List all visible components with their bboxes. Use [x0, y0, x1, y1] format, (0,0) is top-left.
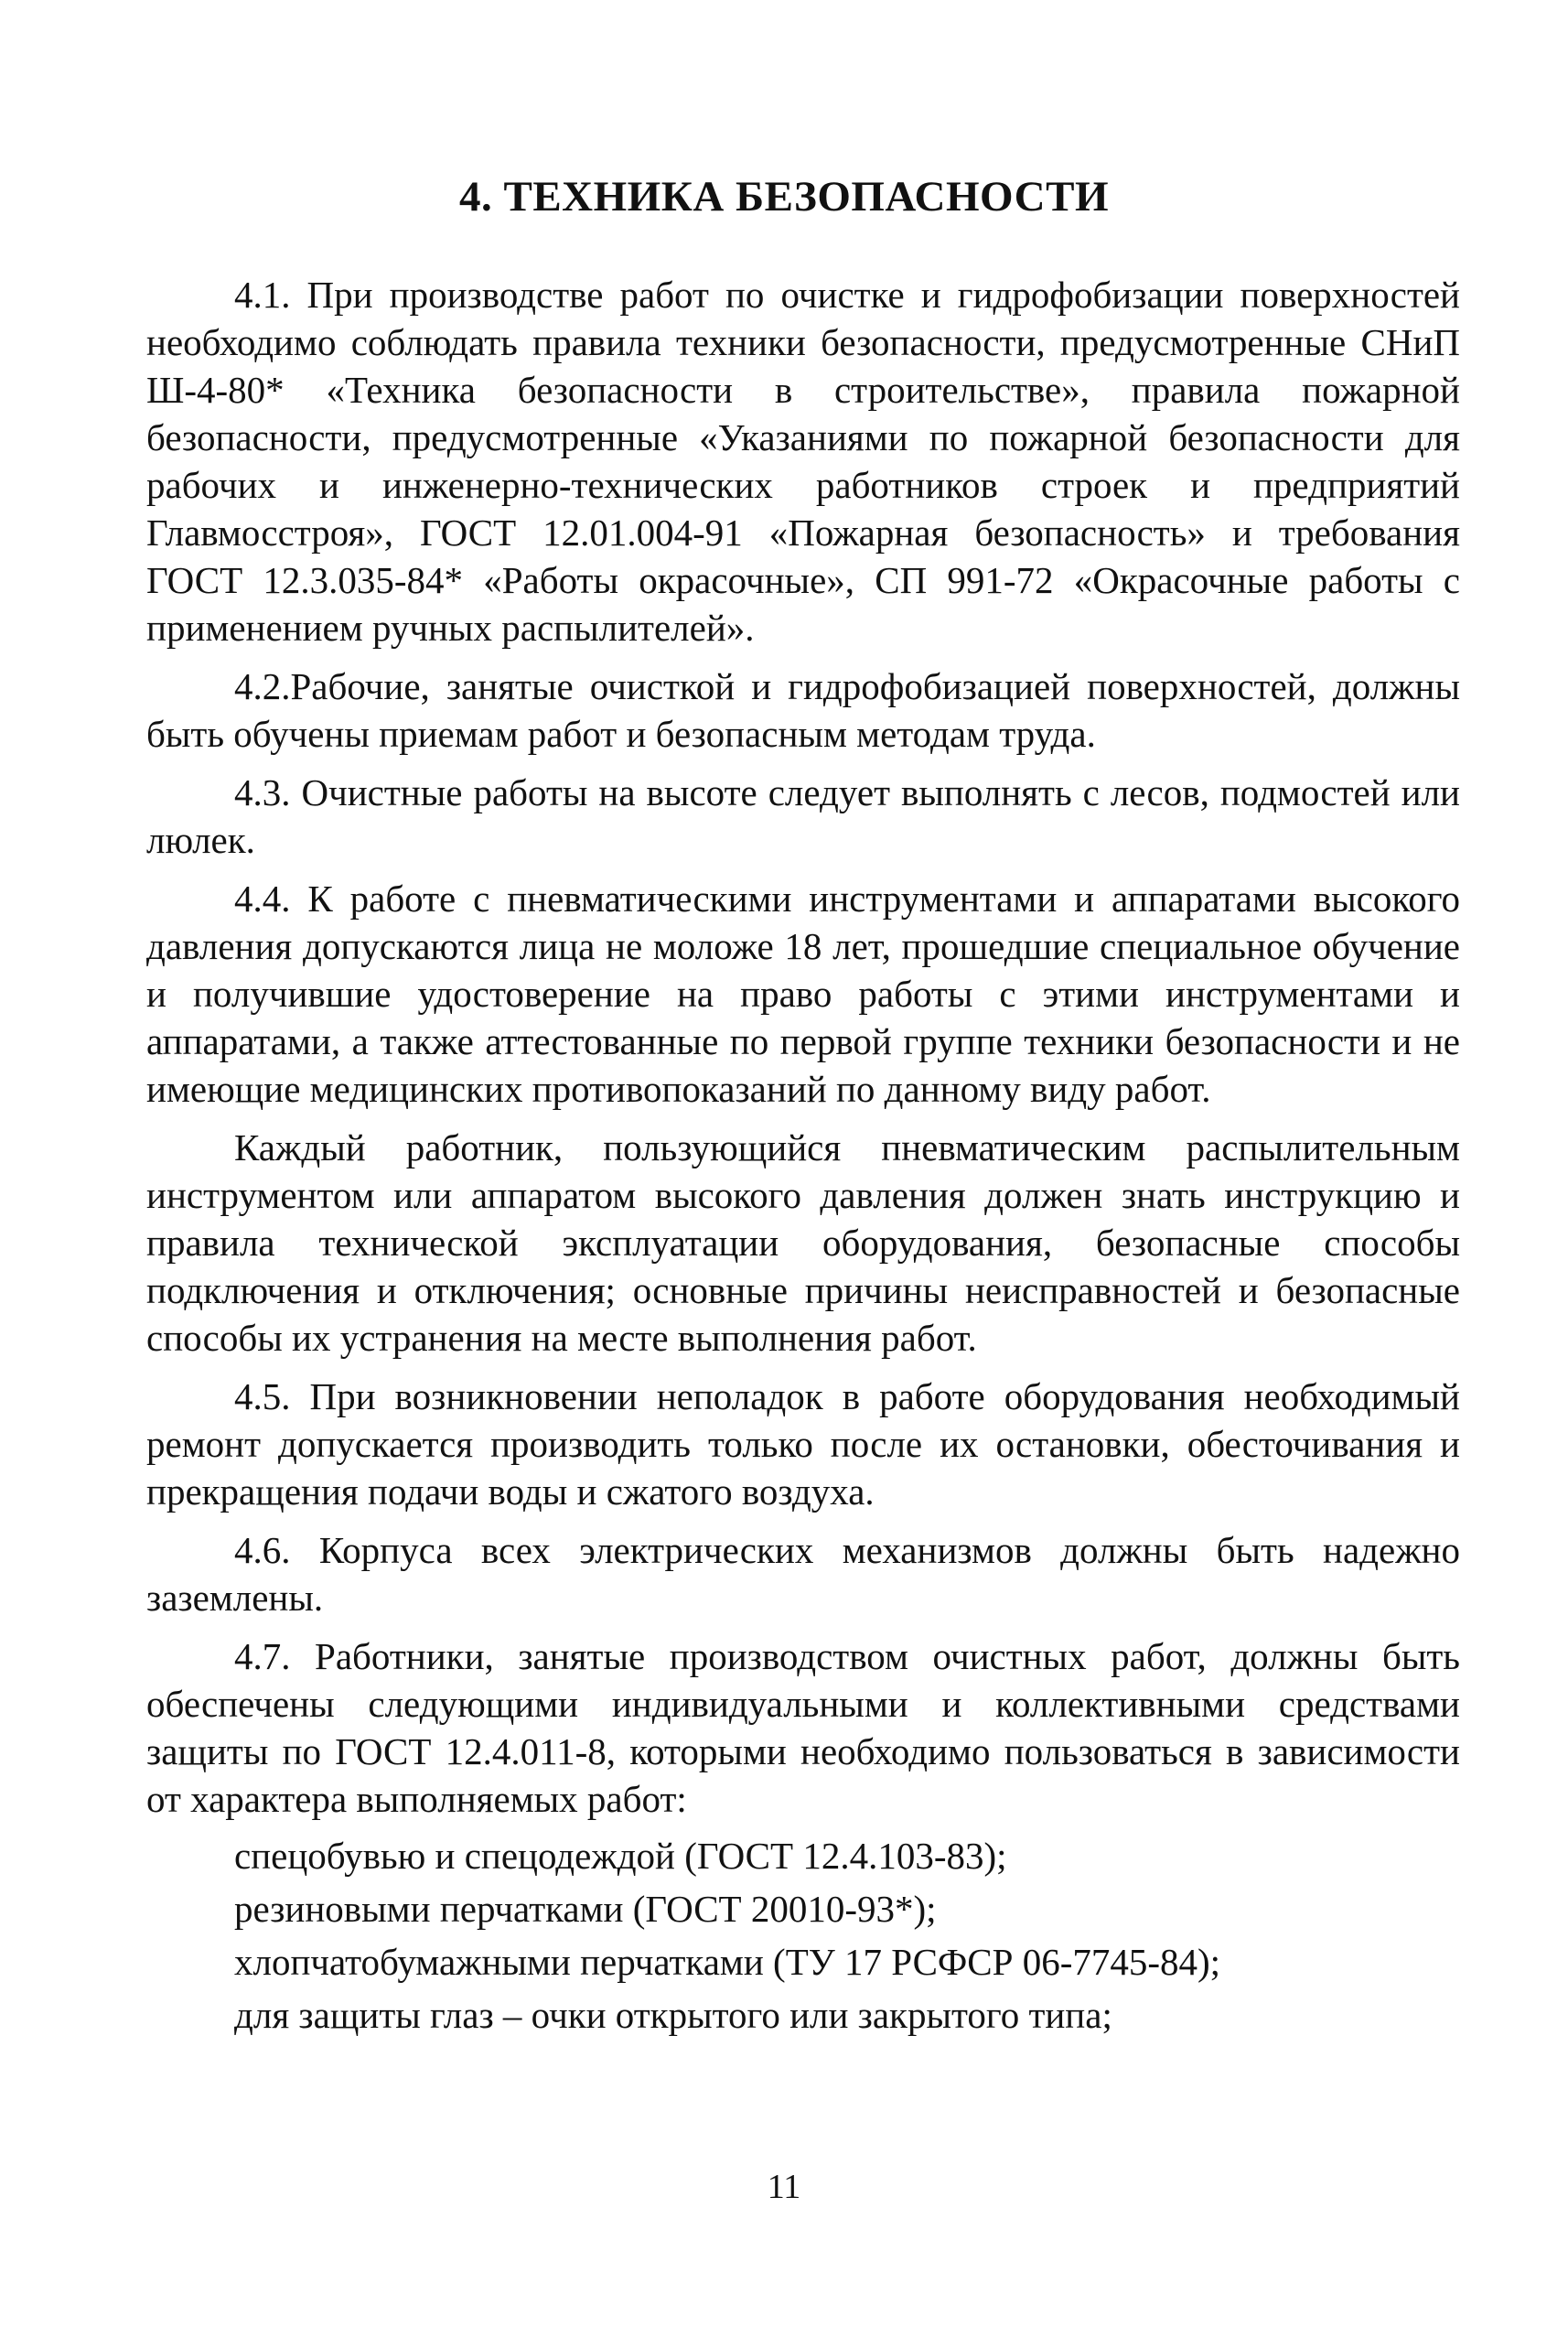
paragraph-4-3: 4.3. Очистные работы на высоте следует выполнять с лесов, подмостей или люлек.: [146, 771, 1460, 861]
protection-list: [146, 1832, 1460, 2039]
section-title: 4. ТЕХНИКА БЕЗОПАСНОСТИ: [458, 173, 1110, 221]
list-item: резиновыми перчатками (ГОСТ 20010-93*);: [234, 1888, 937, 1930]
paragraph-4-1: 4.1. При производстве работ по очистке и гидрофобизации поверхностей необходимо соблюдать правила техники безопасности, предусмотренные СНиП Ш-4-80* «Техника безопасности в строительстве», правила пожарной безопасности, предусмотренные «Указаниями по пожарной безопасности для рабочих и инженерно-технических работников строек и предприятий Главмосстроя», ГОСТ 12.01.004-91 «Пожарная безопасность» и требования ГОСТ 12.3.035-84* «Работы окрасочные», СП 991-72 «Окрасочные работы с применением ручных распылителей».: [146, 274, 1460, 649]
paragraph-4-4-worker: Каждый работник, пользующийся пневматическим распылительным инструментом или аппаратом высокого давления должен знать инструкцию и правила технической эксплуатации оборудования, безопасные способы подключения и отключения; основные причины неисправностей и безопасные способы их устранения на месте выполнения работ.: [146, 1126, 1460, 1359]
paragraph-4-6: 4.6. Корпуса всех электрических механизмов должны быть надежно заземлены.: [146, 1529, 1460, 1619]
section-body: [146, 271, 1460, 2044]
paragraph-4-2: 4.2.Рабочие, занятые очисткой и гидрофобизацией поверхностей, должны быть обучены приемам работ и безопасным методам труда.: [146, 665, 1460, 755]
list-item: спецобувью и спецодеждой (ГОСТ 12.4.103-83);: [234, 1835, 1007, 1877]
paragraph-4-4: 4.4. К работе с пневматическими инструментами и аппаратами высокого давления допускаются лица не моложе 18 лет, прошедшие специальное обучение и получившие удостоверение на право работы с этими инструментами и аппаратами, а также аттестованные по первой группе техники безопасности и не имеющие медицинских противопоказаний по данному виду работ.: [146, 878, 1460, 1110]
paragraph-4-7: 4.7. Работники, занятые производством очистных работ, должны быть обеспечены следующими индивидуальными и коллективными средствами защиты по ГОСТ 12.4.011-8, которыми необходимо пользоваться в зависимости от характера выполняемых работ:: [146, 1635, 1460, 1820]
page-number: 11: [767, 2168, 801, 2206]
paragraph-4-5: 4.5. При возникновении неполадок в работе оборудования необходимый ремонт допускается производить только после их остановки, обесточивания и прекращения подачи воды и сжатого воздуха.: [146, 1375, 1460, 1513]
list-item: для защиты глаз – очки открытого или закрытого типа;: [234, 1994, 1112, 2036]
list-item: хлопчатобумажными перчатками (ТУ 17 РСФСР 06-7745-84);: [234, 1941, 1221, 1983]
